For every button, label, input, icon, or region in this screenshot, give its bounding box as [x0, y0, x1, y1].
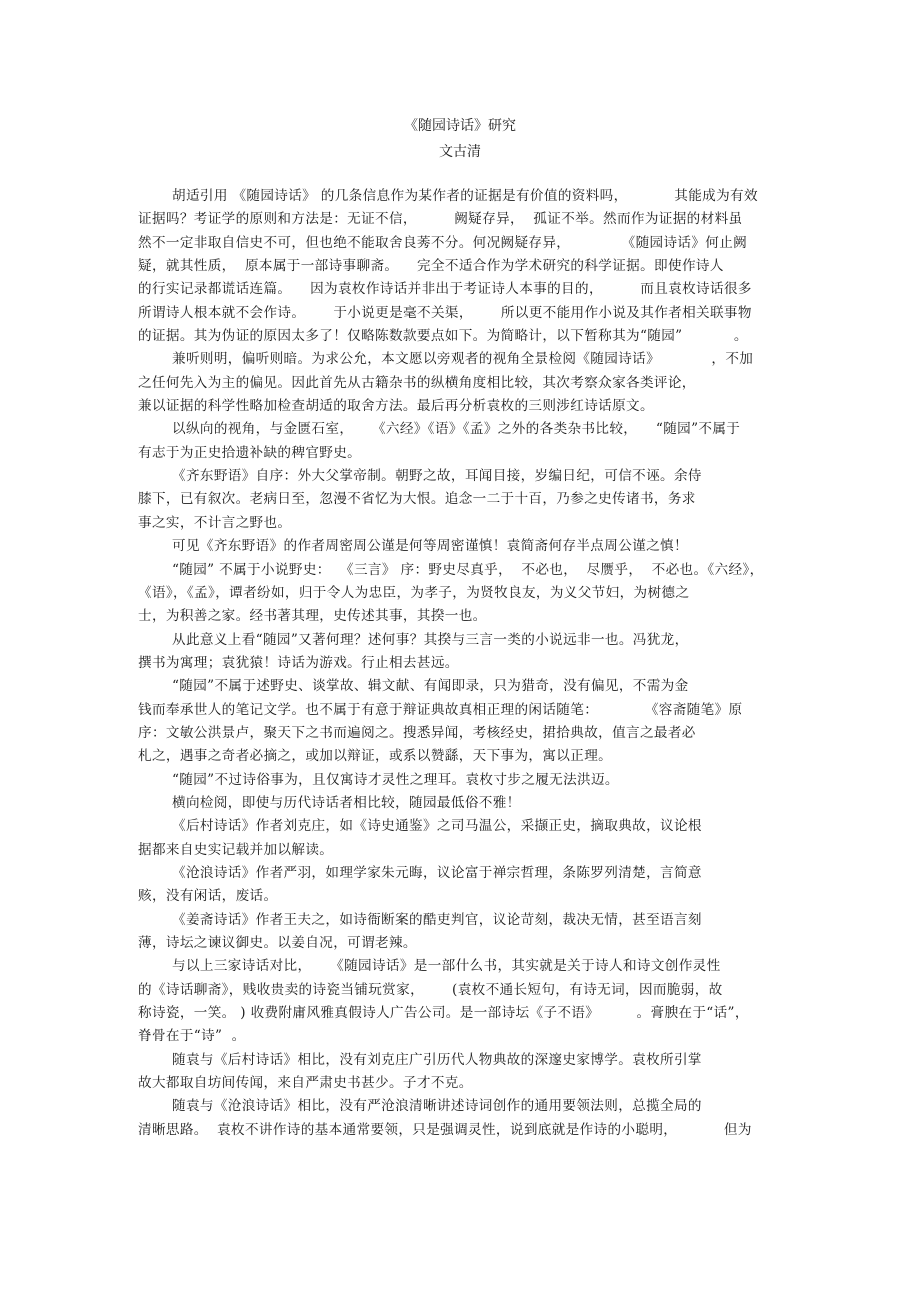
text-line: 《姜斋诗话》作者王夫之，如诗衙断案的酷吏判官，议论苛刻，裁决无情，甚至语言刻 [172, 911, 702, 928]
text-line: “随园”不属于述野史、谈掌故、辑文献、有闻即录，只为猎奇，没有偏见，不需为金 [172, 678, 689, 695]
document-author: 文古清 [439, 144, 481, 160]
text-line: “随园” 不属于小说野史： 《三言》 序：野史尽真乎， 不必也， 尽赝乎， 不必也。《六经》， [172, 561, 764, 578]
text-line: 赅，没有闲话，废话。 [138, 888, 278, 905]
text-line: 《齐东野语》自序：外大父掌帝制。朝野之故，耳闻目接，岁编日纪，可信不诬。余侍 [172, 468, 702, 485]
text-line: 随袁与《后村诗话》相比，没有刘克庄广引历代人物典故的深邃史家博学。袁枚所引掌 [172, 1051, 702, 1068]
text-line: 士，为积善之家。经书著其理，史传述其事，其揆一也。 [138, 608, 487, 625]
text-line: 薄，诗坛之谏议御史。以姜自况，可谓老辣。 [138, 935, 417, 951]
text-line: 兼以证据的科学性略加检查胡适的取舍方法。最后再分析袁枚的三则涉红诗话原文。 [138, 398, 654, 415]
text-line: 称诗瓷，一笑。 ) 收费附庸风雅真假诗人广告公司。是一部诗坛《子不语》 。膏腴在于“话”， [138, 1005, 749, 1022]
text-line: 脊骨在于“诗” 。 [138, 1028, 246, 1045]
text-line: 疑，就其性质， 原本属于一部诗事聊斋。 完全不适合作为学术研究的科学证据。即使作诗人 [138, 258, 724, 275]
text-line: 从此意义上看“随园”又著何理？述何事？其揆与三言一类的小说远非一也。冯犹龙， [172, 631, 689, 648]
text-line: 可见《齐东野语》的作者周密周公谨是何等周密谨慎！袁简斋何存半点周公谨之慎！ [172, 538, 688, 555]
text-line: 《语》，《孟》，谭者纷如，归于令人为忠臣，为孝子，为贤牧良友，为义父节妇，为树德之 [138, 584, 690, 601]
text-line: 然不一定非取自信史不可，但也绝不能取舍良莠不分。何况阙疑存异， 《随园诗话》何止阙 [138, 234, 748, 251]
text-line: “随园”不过诗俗事为，且仅寓诗才灵性之理耳。袁枚寸步之履无法洪迈。 [172, 771, 619, 788]
text-line: 钱而奉承世人的笔记文学。也不属于有意于辩证典故真相正理的闲话随笔： 《容斋随笔》原 [138, 701, 743, 718]
text-line: 事之实，不计言之野也。 [138, 514, 292, 531]
text-line: 的《诗话聊斋》，贱收贵卖的诗瓷当铺玩赏家， (袁枚不通长短句，有诗无词，因而脆弱，故 [138, 981, 723, 998]
text-line: 故大都取自坊间传闻，来自严肃史书甚少。子才不克。 [138, 1075, 473, 1092]
text-line: 札之，遇事之奇者必摘之，或加以辩证，或系以赞繇，天下事为，寓以正理。 [138, 748, 613, 765]
text-line: 之任何先入为主的偏见。因此首先从古籍杂书的纵横角度相比较，其次考察众家各类评论， [138, 374, 696, 391]
document-body [138, 185, 783, 1142]
text-line: 据都来自史实记载并加以解读。 [138, 841, 334, 858]
text-line: 《后村诗话》作者刘克庄，如《诗史通鉴》之司马温公，采撷正史，摘取典故，议论根 [172, 818, 702, 835]
text-line: 的行实记录都谎话连篇。 因为袁枚作诗话并非出于考证诗人本事的目的， 而且袁枚诗话很多 [138, 281, 752, 298]
text-line: 的证据。其为伪证的原因太多了！仅略陈数款要点如下。为简略计，以下暂称其为“随园” 。 [138, 328, 748, 345]
text-line: 膝下，已有叙次。老病日至，忽漫不省忆为大恨。追念一二于十百，乃参之史传诸书，务求 [138, 491, 696, 508]
text-line: 兼听则明，偏听则暗。为求公允，本文愿以旁观者的视角全景检阅《随园诗话》 ，不加 [172, 351, 754, 368]
text-line: 清晰思路。 袁枚不讲作诗的基本通常要领，只是强调灵性，说到底就是作诗的小聪明， 但为 [138, 1121, 752, 1138]
text-line: 胡适引用 《随园诗话》 的几条信息作为某作者的证据是有价值的资料吗， 其能成为有效 [172, 188, 758, 204]
text-line: 有志于为正史拾遗补缺的稗官野史。 [138, 444, 362, 461]
text-line: 与以上三家诗话对比， 《随园诗话》是一部什么书，其实就是关于诗人和诗文创作灵性 [172, 958, 721, 975]
text-line: 《沧浪诗话》作者严羽，如理学家朱元晦，议论富于禅宗哲理，条陈罗列清楚，言简意 [172, 864, 702, 881]
text-line: 所谓诗人根本就不会作诗。 于小说更是毫不关渠， 所以更不能用作小说及其作者相关联事物 [138, 304, 752, 321]
text-line: 撰书为寓理；袁犹猿！诗话为游戏。行止相去甚远。 [138, 654, 459, 671]
text-line: 横向检阅，即使与历代诗话者相比较，随园最低俗不雅！ [172, 794, 521, 811]
document-title: 《随园诗话》研究 [404, 118, 516, 134]
text-line: 证据吗？考证学的原则和方法是：无证不信， 阙疑存异， 孤证不举。然而作为证据的材料虽 [138, 211, 743, 228]
text-line: 随袁与《沧浪诗话》相比，没有严沧浪清晰讲述诗词创作的通用要领法则，总揽全局的 [172, 1098, 702, 1115]
text-line: 序：文敏公洪景卢，聚天下之书而遍阅之。搜悉异闻，考核经史，捃拾典故，值言之最者必 [138, 724, 696, 741]
text-line: 以纵向的视角，与金匮石室， 《六经》《语》《孟》之外的各类杂书比较， “随园”不属于 [172, 421, 741, 438]
